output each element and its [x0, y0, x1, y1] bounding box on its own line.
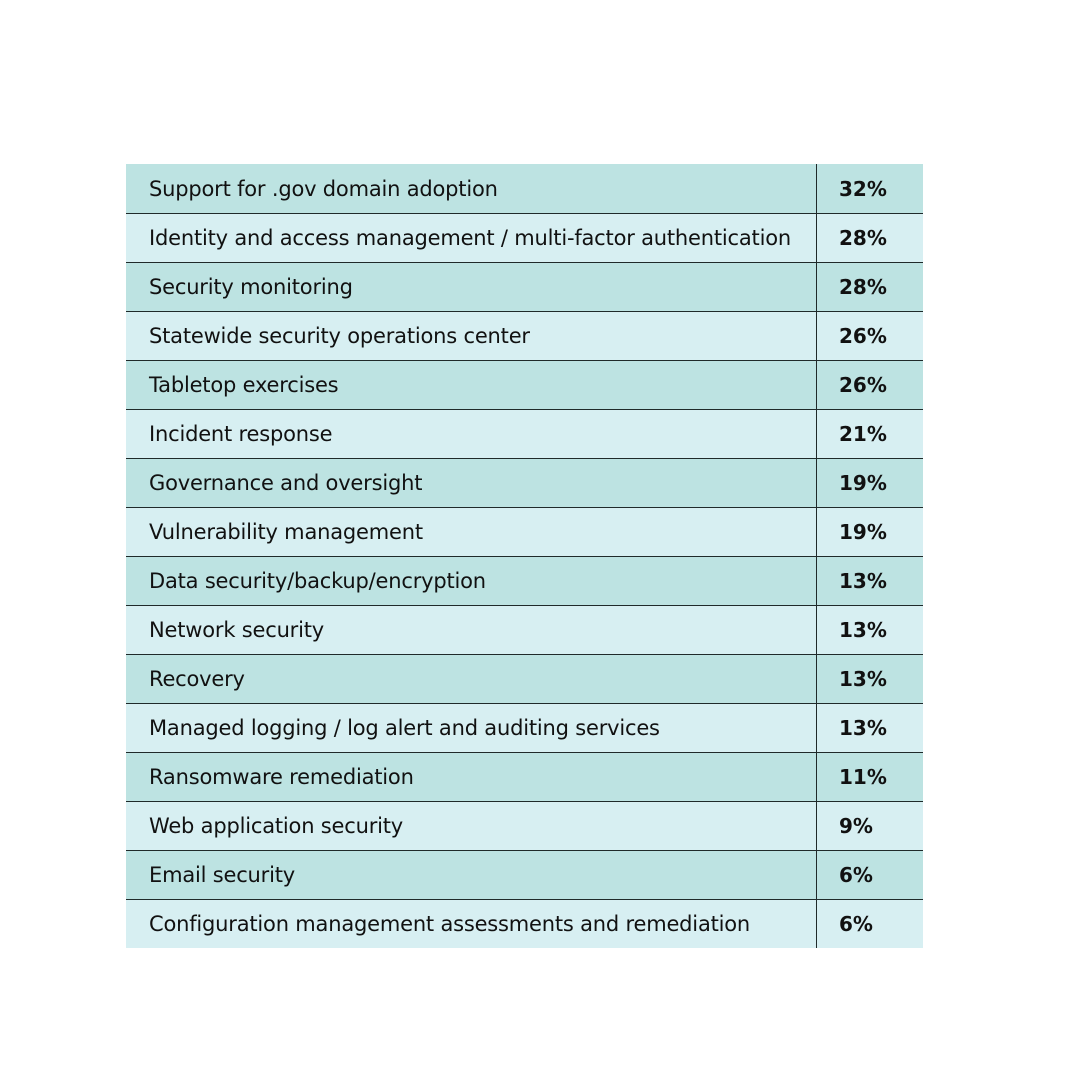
row-value: 19%	[839, 471, 887, 495]
row-value: 28%	[839, 226, 887, 250]
row-value: 28%	[839, 275, 887, 299]
row-value: 13%	[839, 618, 887, 642]
row-label: Vulnerability management	[126, 508, 817, 556]
table-row	[126, 262, 923, 311]
row-value: 13%	[839, 667, 887, 691]
row-value: 6%	[839, 863, 873, 887]
row-label: Data security/backup/encryption	[126, 557, 817, 605]
table-row	[126, 703, 923, 752]
table-row	[126, 801, 923, 850]
table-row	[126, 164, 923, 213]
row-label: Security monitoring	[126, 263, 817, 311]
table-row	[126, 899, 923, 948]
row-label: Recovery	[126, 655, 817, 703]
table-row	[126, 850, 923, 899]
row-label: Incident response	[126, 410, 817, 458]
row-label: Tabletop exercises	[126, 361, 817, 409]
row-label: Configuration management assessments and remediation	[126, 900, 817, 948]
row-value: 6%	[839, 912, 873, 936]
table-row	[126, 507, 923, 556]
row-label: Web application security	[126, 802, 817, 850]
row-label: Network security	[126, 606, 817, 654]
row-label: Statewide security operations center	[126, 312, 817, 360]
row-value: 13%	[839, 569, 887, 593]
table-row	[126, 605, 923, 654]
row-value: 26%	[839, 324, 887, 348]
row-value: 19%	[839, 520, 887, 544]
table-row	[126, 213, 923, 262]
table-row	[126, 409, 923, 458]
row-label: Managed logging / log alert and auditing services	[126, 704, 817, 752]
row-value: 26%	[839, 373, 887, 397]
row-label: Governance and oversight	[126, 459, 817, 507]
table-row	[126, 752, 923, 801]
row-value: 11%	[839, 765, 887, 789]
table-row	[126, 556, 923, 605]
row-label: Identity and access management / multi-factor authentication	[126, 214, 817, 262]
services-table	[126, 164, 923, 948]
row-value: 9%	[839, 814, 873, 838]
row-value: 13%	[839, 716, 887, 740]
row-label: Support for .gov domain adoption	[126, 164, 817, 213]
row-label: Ransomware remediation	[126, 753, 817, 801]
table-row	[126, 458, 923, 507]
table-row	[126, 360, 923, 409]
row-label: Email security	[126, 851, 817, 899]
table-row	[126, 311, 923, 360]
row-value: 21%	[839, 422, 887, 446]
row-value: 32%	[839, 176, 887, 201]
table-row	[126, 654, 923, 703]
